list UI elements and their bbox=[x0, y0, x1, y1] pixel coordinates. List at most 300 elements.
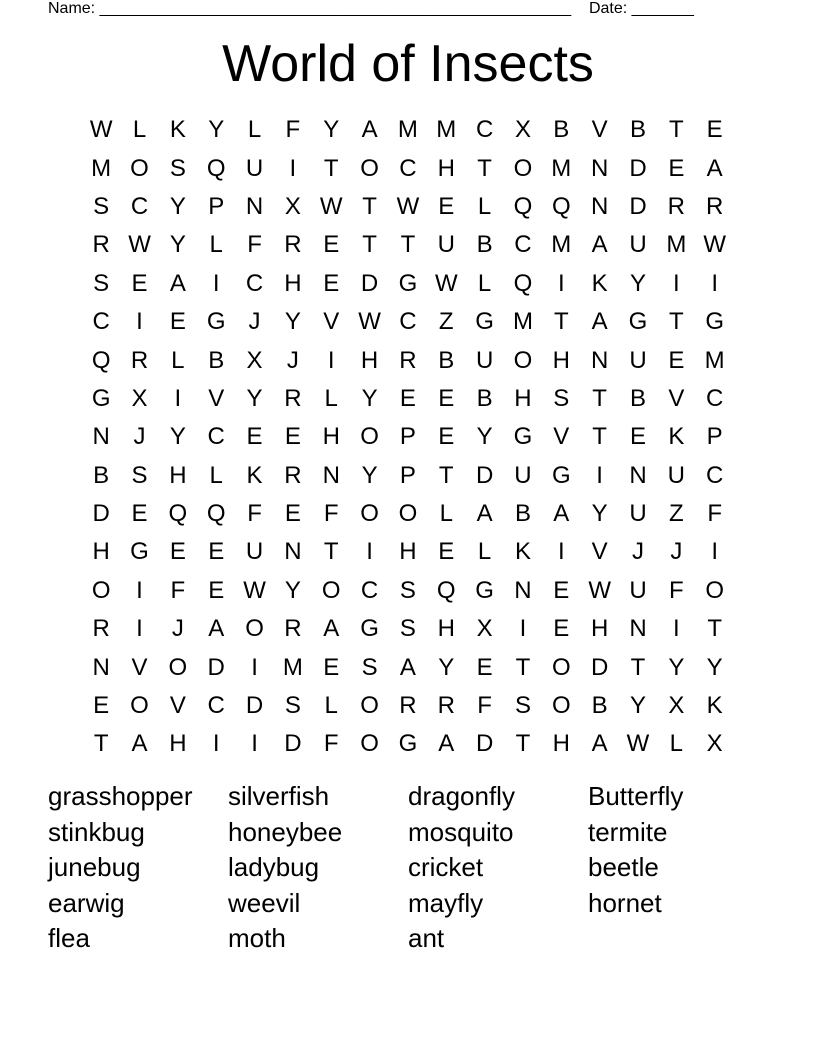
grid-letter: W bbox=[434, 269, 458, 297]
grid-letter: I bbox=[212, 269, 220, 297]
word-bank-item: flea bbox=[48, 923, 90, 954]
grid-letter: G bbox=[398, 269, 418, 297]
grid-row bbox=[82, 572, 734, 610]
grid-letter: C bbox=[92, 308, 110, 336]
grid-letter: S bbox=[93, 269, 110, 297]
grid-letter: G bbox=[628, 308, 648, 336]
grid-letter: J bbox=[133, 423, 146, 451]
grid-letter: L bbox=[324, 384, 338, 412]
grid-letter: A bbox=[169, 269, 186, 297]
grid-letter: P bbox=[399, 461, 416, 489]
word-bank-item: moth bbox=[228, 923, 286, 954]
word-bank-item: weevil bbox=[228, 887, 301, 918]
grid-letter: N bbox=[590, 192, 609, 220]
word-bank-item: mosquito bbox=[408, 816, 514, 847]
grid-letter: G bbox=[206, 308, 226, 336]
grid-letter: M bbox=[436, 116, 457, 144]
grid-letter: Y bbox=[629, 269, 646, 297]
grid-letter: A bbox=[323, 615, 340, 643]
grid-letter: C bbox=[130, 192, 149, 220]
grid-letter: I bbox=[711, 269, 718, 297]
grid-letter: L bbox=[439, 500, 453, 528]
grid-letter: G bbox=[475, 576, 494, 604]
grid-letter: J bbox=[286, 346, 299, 374]
grid-letter: A bbox=[131, 730, 148, 758]
grid-letter: R bbox=[284, 615, 302, 643]
grid-letter: G bbox=[398, 730, 418, 758]
grid-letter: V bbox=[208, 384, 225, 412]
grid-letter: Y bbox=[284, 308, 301, 336]
grid-letter: T bbox=[707, 615, 722, 643]
grid-letter: X bbox=[246, 346, 263, 374]
grid-letter: I bbox=[136, 615, 143, 643]
grid-letter: R bbox=[284, 384, 302, 412]
grid-letter: E bbox=[438, 384, 455, 412]
grid-letter: Q bbox=[513, 269, 533, 297]
grid-letter: R bbox=[399, 346, 417, 374]
grid-letter: H bbox=[552, 730, 570, 758]
grid-letter: F bbox=[247, 500, 262, 528]
word-bank-item: ladybug bbox=[228, 852, 320, 883]
grid-row bbox=[82, 303, 734, 341]
grid-letter: V bbox=[591, 116, 608, 144]
grid-row bbox=[82, 687, 734, 725]
grid-letter: D bbox=[629, 154, 647, 182]
grid-letter: E bbox=[476, 653, 493, 681]
word-bank-item: silverfish bbox=[228, 781, 330, 811]
grid-letter: O bbox=[168, 653, 188, 681]
grid-letter: A bbox=[591, 231, 608, 259]
grid-letter: G bbox=[360, 615, 379, 643]
grid-letter: F bbox=[707, 500, 722, 528]
grid-letter: Z bbox=[668, 500, 684, 528]
grid-letter: A bbox=[591, 730, 608, 758]
grid-letter: Q bbox=[206, 154, 226, 182]
grid-letter: L bbox=[477, 538, 492, 566]
grid-letter: P bbox=[208, 192, 225, 220]
grid-letter: K bbox=[706, 692, 723, 720]
grid-letter: D bbox=[590, 653, 609, 681]
grid-letter: T bbox=[668, 308, 684, 336]
grid-letter: G bbox=[475, 308, 494, 336]
grid-letter: J bbox=[670, 538, 683, 566]
grid-letter: G bbox=[130, 538, 149, 566]
grid-letter: H bbox=[552, 346, 570, 374]
grid-letter: U bbox=[245, 154, 264, 182]
grid-letter: H bbox=[514, 384, 532, 412]
grid-letter: R bbox=[437, 692, 455, 720]
grid-letter: C bbox=[360, 576, 379, 604]
grid-letter: E bbox=[323, 269, 340, 297]
grid-letter: I bbox=[366, 538, 373, 566]
word-bank-item: earwig bbox=[48, 887, 125, 918]
grid-letter: Q bbox=[436, 576, 456, 604]
word-bank-item: beetle bbox=[588, 852, 659, 883]
grid-letter: C bbox=[399, 154, 417, 182]
grid-letter: A bbox=[399, 653, 416, 681]
word-bank-item: stinkbug bbox=[48, 816, 145, 847]
word-bank-item: dragonfly bbox=[408, 781, 515, 811]
grid-letter: E bbox=[553, 615, 570, 643]
grid-letter: E bbox=[668, 346, 685, 374]
grid-letter: X bbox=[514, 116, 531, 144]
grid-letter: M bbox=[666, 231, 687, 259]
grid-letter: E bbox=[438, 538, 455, 566]
grid-letter: E bbox=[553, 576, 570, 604]
grid-letter: L bbox=[477, 192, 492, 220]
grid-letter: M bbox=[91, 154, 112, 182]
grid-letter: S bbox=[553, 384, 570, 412]
grid-letter: Y bbox=[323, 116, 340, 144]
grid-letter: O bbox=[513, 154, 533, 182]
grid-letter: Y bbox=[668, 653, 685, 681]
grid-letter: A bbox=[706, 154, 723, 182]
word-bank-item: termite bbox=[588, 816, 668, 847]
grid-letter: S bbox=[514, 692, 531, 720]
grid-letter: B bbox=[591, 692, 608, 720]
grid-letter: B bbox=[208, 346, 225, 374]
grid-letter: T bbox=[362, 192, 377, 220]
grid-letter: A bbox=[208, 615, 225, 643]
name-date-line: Name: _____________________________________________________ Date: _______ bbox=[48, 0, 694, 17]
grid-letter: G bbox=[705, 308, 724, 336]
grid-letter: I bbox=[174, 384, 182, 412]
grid-letter: T bbox=[515, 653, 531, 681]
grid-letter: B bbox=[476, 231, 493, 259]
grid-letter: T bbox=[592, 423, 607, 451]
grid-letter: Q bbox=[206, 500, 226, 528]
grid-letter: C bbox=[399, 308, 417, 336]
grid-letter: W bbox=[243, 576, 266, 604]
word-bank-item: junebug bbox=[48, 852, 141, 883]
grid-letter: W bbox=[626, 730, 650, 758]
grid-letter: L bbox=[132, 116, 147, 144]
grid-letter: M bbox=[397, 116, 418, 144]
grid-letter: O bbox=[360, 730, 379, 758]
grid-letter: B bbox=[476, 384, 493, 412]
grid-letter: L bbox=[247, 116, 262, 144]
grid-letter: G bbox=[91, 384, 111, 412]
grid-letter: U bbox=[514, 461, 532, 489]
grid-letter: D bbox=[92, 500, 110, 528]
grid-letter: H bbox=[169, 461, 187, 489]
grid-letter: U bbox=[629, 346, 647, 374]
grid-letter: T bbox=[592, 384, 607, 412]
grid-letter: V bbox=[591, 538, 608, 566]
grid-letter: Y bbox=[284, 576, 301, 604]
grid-letter: K bbox=[246, 461, 263, 489]
grid-letter: Y bbox=[706, 653, 723, 681]
grid-letter: W bbox=[358, 308, 381, 336]
grid-letter: Z bbox=[438, 308, 454, 336]
grid-letter: T bbox=[553, 308, 569, 336]
grid-letter: L bbox=[669, 730, 683, 758]
grid-letter: D bbox=[245, 692, 264, 720]
grid-letter: E bbox=[169, 308, 186, 336]
grid-letter: L bbox=[477, 269, 492, 297]
grid-letter: U bbox=[245, 538, 264, 566]
grid-letter: R bbox=[92, 231, 110, 259]
grid-letter: I bbox=[212, 730, 220, 758]
grid-letter: T bbox=[93, 730, 109, 758]
grid-letter: B bbox=[629, 384, 646, 412]
grid-letter: E bbox=[208, 538, 225, 566]
grid-letter: N bbox=[590, 154, 609, 182]
grid-letter: K bbox=[668, 423, 685, 451]
grid-letter: O bbox=[130, 692, 149, 720]
grid-letter: W bbox=[89, 116, 113, 144]
grid-row bbox=[82, 149, 734, 187]
grid-row bbox=[82, 495, 734, 533]
grid-letter: T bbox=[477, 154, 492, 182]
grid-letter: R bbox=[399, 692, 417, 720]
grid-row bbox=[82, 457, 734, 495]
grid-letter: U bbox=[475, 346, 494, 374]
word-bank-item: Butterfly bbox=[588, 781, 684, 811]
grid-letter: R bbox=[92, 615, 110, 643]
grid-letter: L bbox=[209, 231, 223, 259]
grid-letter: S bbox=[169, 154, 186, 182]
grid-letter: H bbox=[322, 423, 340, 451]
grid-letter: E bbox=[323, 653, 340, 681]
grid-letter: N bbox=[245, 192, 264, 220]
grid-letter: E bbox=[208, 576, 225, 604]
grid-letter: S bbox=[361, 653, 378, 681]
grid-letter: I bbox=[136, 576, 143, 604]
grid-letter: Y bbox=[476, 423, 493, 451]
grid-letter: R bbox=[130, 346, 149, 374]
grid-letter: I bbox=[519, 615, 527, 643]
grid-letter: C bbox=[207, 692, 225, 720]
grid-row bbox=[82, 188, 734, 226]
grid-letter: O bbox=[360, 692, 379, 720]
grid-letter: W bbox=[128, 231, 151, 259]
grid-letter: E bbox=[131, 500, 148, 528]
grid-letter: W bbox=[396, 192, 420, 220]
grid-letter: T bbox=[438, 461, 454, 489]
grid-letter: F bbox=[323, 500, 339, 528]
grid-letter: N bbox=[629, 615, 647, 643]
grid-letter: K bbox=[169, 116, 186, 144]
grid-letter: T bbox=[323, 538, 339, 566]
grid-letter: S bbox=[93, 192, 110, 220]
grid-letter: R bbox=[706, 192, 724, 220]
grid-letter: E bbox=[668, 154, 685, 182]
puzzle-title: World of Insects bbox=[222, 35, 594, 93]
grid-letter: E bbox=[284, 500, 301, 528]
grid-row bbox=[82, 226, 734, 264]
grid-letter: L bbox=[171, 346, 185, 374]
grid-letter: Q bbox=[91, 346, 111, 374]
grid-letter: T bbox=[323, 154, 339, 182]
grid-letter: V bbox=[131, 653, 148, 681]
grid-letter: A bbox=[476, 500, 493, 528]
grid-letter: P bbox=[706, 423, 723, 451]
grid-letter: R bbox=[667, 192, 685, 220]
grid-letter: T bbox=[515, 730, 531, 758]
grid-letter: N bbox=[284, 538, 302, 566]
grid-letter: M bbox=[512, 308, 533, 336]
grid-letter: C bbox=[207, 423, 225, 451]
grid-letter: Q bbox=[551, 192, 571, 220]
grid-letter: W bbox=[703, 231, 726, 259]
word-bank-item: mayfly bbox=[408, 887, 484, 918]
grid-row bbox=[82, 341, 734, 379]
grid-letter: E bbox=[438, 192, 455, 220]
grid-letter: E bbox=[323, 231, 340, 259]
grid-letter: C bbox=[514, 231, 532, 259]
grid-letter: T bbox=[668, 116, 684, 144]
grid-letter: E bbox=[284, 423, 301, 451]
grid-letter: Y bbox=[169, 423, 186, 451]
grid-row bbox=[82, 648, 734, 686]
grid-letter: U bbox=[629, 576, 647, 604]
grid-letter: C bbox=[475, 116, 494, 144]
grid-letter: E bbox=[399, 384, 416, 412]
grid-letter: D bbox=[284, 730, 302, 758]
grid-letter: O bbox=[360, 423, 379, 451]
grid-letter: D bbox=[360, 269, 379, 297]
grid-letter: J bbox=[631, 538, 644, 566]
grid-letter: N bbox=[92, 653, 110, 681]
grid-letter: E bbox=[629, 423, 646, 451]
grid-letter: G bbox=[513, 423, 533, 451]
grid-letter: O bbox=[398, 500, 418, 528]
grid-letter: A bbox=[591, 308, 608, 336]
grid-letter: H bbox=[169, 730, 187, 758]
grid-letter: V bbox=[169, 692, 186, 720]
grid-letter: I bbox=[557, 538, 565, 566]
grid-letter: D bbox=[475, 730, 494, 758]
grid-letter: I bbox=[251, 653, 258, 681]
grid-letter: I bbox=[251, 730, 258, 758]
grid-letter: S bbox=[131, 461, 148, 489]
grid-letter: H bbox=[92, 538, 110, 566]
grid-letter: E bbox=[131, 269, 148, 297]
grid-letter: D bbox=[629, 192, 647, 220]
grid-letter: J bbox=[171, 615, 184, 643]
grid-letter: C bbox=[245, 269, 264, 297]
grid-letter: V bbox=[553, 423, 570, 451]
word-bank-item: ant bbox=[408, 923, 445, 954]
grid-letter: B bbox=[553, 116, 570, 144]
grid-letter: X bbox=[706, 730, 723, 758]
grid-letter: T bbox=[362, 231, 377, 259]
grid-letter: D bbox=[475, 461, 494, 489]
grid-letter: H bbox=[437, 154, 455, 182]
grid-row bbox=[82, 380, 734, 418]
grid-letter: B bbox=[514, 500, 531, 528]
grid-letter: U bbox=[667, 461, 685, 489]
grid-letter: I bbox=[672, 269, 680, 297]
grid-letter: O bbox=[705, 576, 724, 604]
grid-letter: T bbox=[400, 231, 416, 259]
grid-letter: X bbox=[131, 384, 148, 412]
grid-letter: D bbox=[207, 653, 225, 681]
grid-row bbox=[82, 265, 734, 303]
grid-letter: M bbox=[704, 346, 725, 374]
grid-letter: E bbox=[169, 538, 186, 566]
grid-letter: Y bbox=[208, 116, 225, 144]
grid-letter: B bbox=[629, 116, 646, 144]
grid-letter: R bbox=[284, 231, 302, 259]
grid-letter: A bbox=[361, 116, 378, 144]
word-bank-item: honeybee bbox=[228, 816, 343, 847]
grid-letter: E bbox=[93, 692, 110, 720]
grid-row bbox=[82, 418, 734, 456]
grid-letter: I bbox=[327, 346, 335, 374]
grid-row bbox=[82, 533, 734, 571]
grid-letter: S bbox=[399, 615, 416, 643]
grid-letter: M bbox=[282, 653, 303, 681]
grid-letter: Y bbox=[361, 461, 378, 489]
grid-row bbox=[82, 725, 734, 763]
grid-letter: W bbox=[319, 192, 343, 220]
grid-letter: F bbox=[323, 730, 339, 758]
grid-letter: O bbox=[321, 576, 341, 604]
grid-letter: Y bbox=[361, 384, 378, 412]
grid-letter: B bbox=[93, 461, 110, 489]
grid-letter: H bbox=[399, 538, 417, 566]
grid-letter: E bbox=[706, 116, 723, 144]
grid-letter: L bbox=[209, 461, 223, 489]
grid-letter: A bbox=[438, 730, 455, 758]
word-bank-item: hornet bbox=[588, 887, 662, 918]
grid-letter: I bbox=[711, 538, 718, 566]
grid-letter: F bbox=[247, 231, 262, 259]
grid-letter: E bbox=[246, 423, 263, 451]
grid-letter: Q bbox=[513, 192, 533, 220]
grid-letter: O bbox=[130, 154, 149, 182]
grid-letter: K bbox=[514, 538, 531, 566]
grid-letter: S bbox=[399, 576, 416, 604]
grid-row bbox=[82, 610, 734, 648]
grid-letter: X bbox=[476, 615, 493, 643]
grid-row bbox=[82, 111, 734, 149]
grid-letter: C bbox=[706, 461, 724, 489]
grid-letter: Y bbox=[591, 500, 608, 528]
grid-letter: S bbox=[284, 692, 301, 720]
grid-letter: I bbox=[672, 615, 680, 643]
grid-letter: E bbox=[438, 423, 455, 451]
grid-letter: H bbox=[360, 346, 379, 374]
word-bank-item: cricket bbox=[408, 852, 484, 883]
grid-letter: M bbox=[551, 231, 572, 259]
grid-letter: I bbox=[596, 461, 603, 489]
grid-letter: V bbox=[668, 384, 685, 412]
grid-letter: O bbox=[91, 576, 111, 604]
grid-letter: I bbox=[557, 269, 565, 297]
grid-letter: Q bbox=[168, 500, 188, 528]
grid-letter: H bbox=[284, 269, 302, 297]
grid-letter: O bbox=[513, 346, 533, 374]
grid-letter: K bbox=[591, 269, 608, 297]
grid-letter: Y bbox=[169, 231, 186, 259]
grid-letter: M bbox=[551, 154, 572, 182]
grid-letter: L bbox=[324, 692, 338, 720]
grid-letter: U bbox=[629, 231, 647, 259]
grid-letter: N bbox=[322, 461, 340, 489]
word-bank bbox=[48, 779, 768, 957]
grid-letter: I bbox=[289, 154, 297, 182]
grid-letter: C bbox=[706, 384, 724, 412]
grid-letter: R bbox=[284, 461, 302, 489]
grid-letter: F bbox=[668, 576, 684, 604]
grid-letter: G bbox=[551, 461, 571, 489]
grid-letter: X bbox=[668, 692, 685, 720]
grid-letter: V bbox=[323, 308, 340, 336]
word-bank-item: grasshopper bbox=[48, 781, 193, 811]
